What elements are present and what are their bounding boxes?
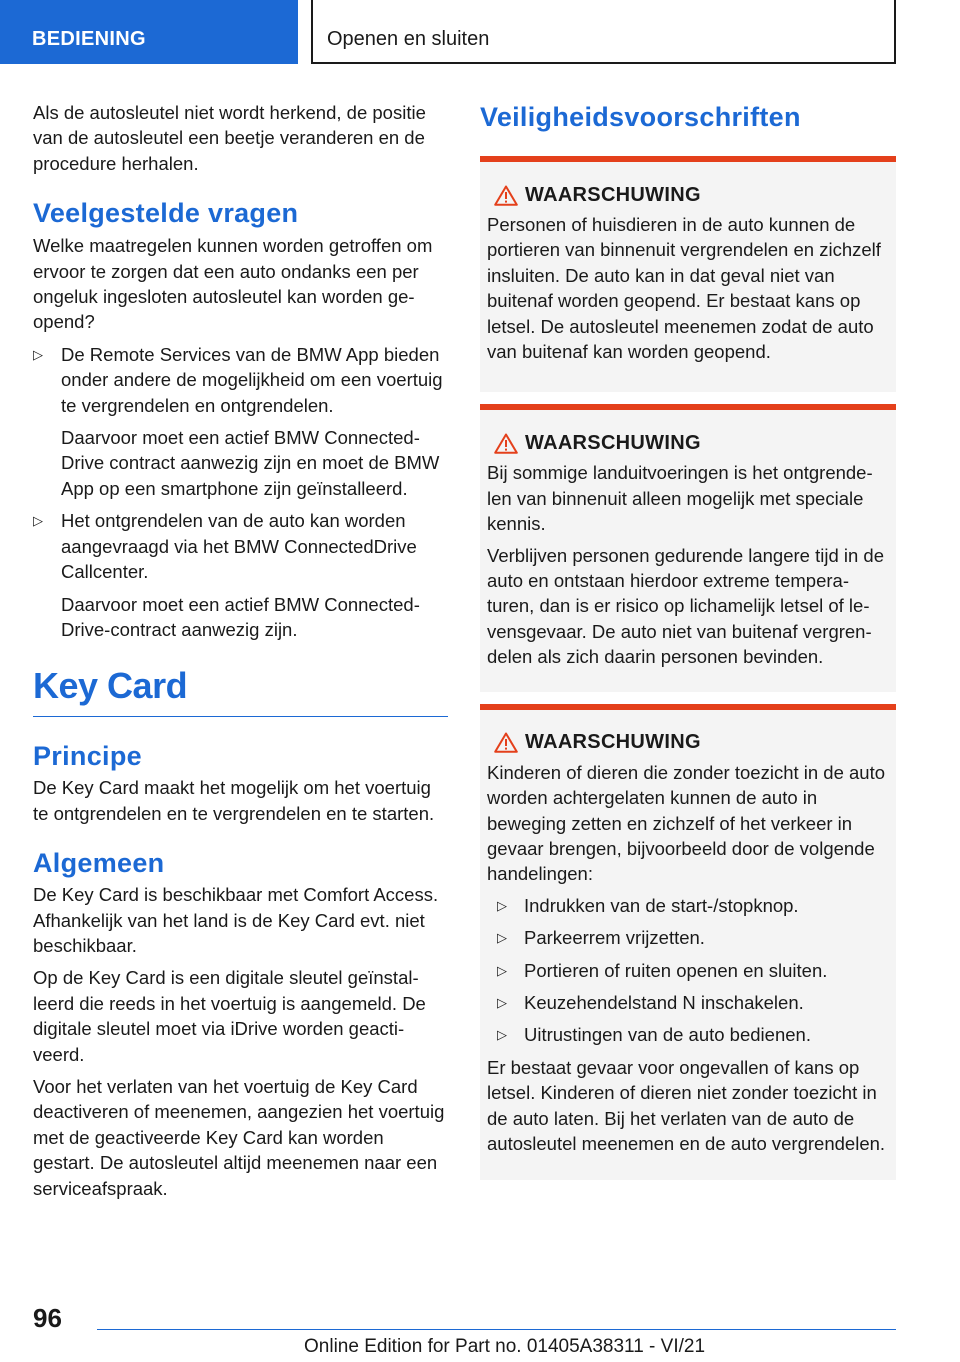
algemeen-paragraph-2: Op de Key Card is een digitale sleutel geïnstalleerd die reeds in het voertuig is aangemeld. De digitale sleutel moet via iDrive worden geactiveerd. bbox=[33, 967, 426, 1065]
list-item-text: Indrukken van de start-/stopknop. bbox=[524, 894, 799, 916]
list-item bbox=[33, 508, 448, 642]
triangle-right-icon: ▷ bbox=[497, 962, 507, 978]
algemeen-paragraph-3: Voor het verlaten van het voertuig de Key Card deactiveren of meenemen, aangezien het voertuig met de geactiveerde Key Card kan worden gestart. De autosleutel altijd meenemen naar een serviceafspraak. bbox=[33, 1075, 445, 1199]
principe-heading: Principe bbox=[33, 741, 142, 772]
footer-edition: Online Edition for Part no. 01405A38311 - VI/21 bbox=[304, 1336, 706, 1357]
list-item-text: Het ontgrendelen van de auto kan worden aangevraagd via het BMW ConnectedDrive Callcenter. bbox=[61, 510, 417, 583]
triangle-right-icon: ▷ bbox=[497, 897, 507, 913]
warning-text: Bij sommige landuitvoeringen is het ontgrendelen van binnenuit alleen mogelijk met speciale kennis. bbox=[487, 462, 873, 535]
intro-paragraph: Als de autosleutel niet wordt herkend, de positie van de autosleutel een beetje veranderen en de procedure herhalen. bbox=[33, 102, 426, 174]
keycard-heading: Key Card bbox=[33, 664, 448, 717]
chapter-tab bbox=[311, 0, 896, 64]
section-title: BEDIENING bbox=[32, 28, 146, 50]
warning-triangle-icon bbox=[487, 185, 525, 206]
warning-text: Personen of huisdieren in de auto kunnen de portieren van binnenuit vergrendelen en zichzelf insluiten. De auto kan in dat geval niet van buitenaf worden geopend. Er bestaat kans op letsel. De autosleutel meenemen zodat de auto van buitenaf kan worden geopend. bbox=[487, 214, 881, 363]
warning-box bbox=[480, 156, 896, 392]
left-column bbox=[33, 100, 448, 1208]
list-item bbox=[33, 342, 448, 501]
list-item bbox=[497, 958, 888, 983]
warning-box bbox=[480, 704, 896, 1181]
warning-header bbox=[487, 180, 888, 210]
triangle-right-icon: ▷ bbox=[33, 346, 43, 362]
principe-text: De Key Card maakt het mogelijk om het voertuig te ontgrendelen en te vergrendelen en te starten. bbox=[33, 777, 435, 824]
list-item-text: Keuzehendelstand N inschakelen. bbox=[524, 991, 804, 1013]
algemeen-paragraph-1: De Key Card is beschikbaar met Comfort Access. Afhankelijk van het land is de Key Card evt. niet beschikbaar. bbox=[33, 884, 439, 956]
warning-title: WAARSCHUWING bbox=[525, 731, 701, 754]
list-item-text: De Remote Services van de BMW App bieden onder andere de mogelijkheid om een voertuig te vergrendelen en ontgrendelen. bbox=[61, 343, 443, 416]
warning-list bbox=[497, 893, 888, 1048]
list-item-text: Portieren of ruiten openen en sluiten. bbox=[524, 959, 828, 981]
warning-header bbox=[487, 728, 888, 758]
chapter-title: Openen en sluiten bbox=[327, 28, 490, 50]
faq-heading: Veelgestelde vragen bbox=[33, 198, 299, 229]
section-tab bbox=[0, 0, 298, 64]
list-item-text: Uitrustingen van de auto bedienen. bbox=[524, 1024, 811, 1046]
triangle-right-icon: ▷ bbox=[497, 930, 507, 946]
warning-triangle-icon bbox=[487, 732, 525, 753]
footer-divider bbox=[97, 1329, 896, 1330]
list-item-text: Parkeerrem vrijzetten. bbox=[524, 927, 705, 949]
list-item-subtext: Daarvoor moet een actief BMW ConnectedDrive-contract aanwezig zijn. bbox=[61, 593, 420, 640]
page-number: 96 bbox=[33, 1303, 62, 1333]
warning-text: Er bestaat gevaar voor ongevallen of kans op letsel. Kinderen of dieren niet zonder toezicht in de auto laten. Bij het verlaten van de auto de autosleutel meenemen en de auto vergrendelen. bbox=[487, 1056, 886, 1154]
list-item-subtext: Daarvoor moet een actief BMW ConnectedDrive contract aanwezig zijn en moet de BMW App op een smartphone zijn geïnstalleerd. bbox=[61, 427, 440, 499]
warning-title: WAARSCHUWING bbox=[525, 183, 701, 206]
warning-text: Verblijven personen gedurende langere tijd in de auto en ontstaan hierdoor extreme temperaturen, dan is er risico op lichamelijk letsel of levensgevaar. De auto niet van buitenaf vergrendelen als zich daarin personen bevinden. bbox=[487, 544, 885, 668]
right-column bbox=[480, 100, 896, 1180]
faq-question: Welke maatregelen kunnen worden getroffen om ervoor te zorgen dat een auto ondanks een per ongeluk ingesloten autosleutel kan worden geopend? bbox=[33, 235, 433, 333]
triangle-right-icon: ▷ bbox=[497, 1027, 507, 1043]
triangle-right-icon: ▷ bbox=[33, 513, 43, 529]
list-item bbox=[497, 990, 888, 1015]
safety-heading: Veiligheidsvoorschriften bbox=[480, 102, 801, 132]
list-item bbox=[497, 893, 888, 918]
warning-title: WAARSCHUWING bbox=[525, 431, 701, 454]
warning-triangle-icon bbox=[487, 433, 525, 454]
list-item bbox=[497, 925, 888, 950]
warning-text: Kinderen of dieren die zonder toezicht in de auto worden achtergelaten kunnen de auto in beweging zetten en zichzelf of het verkeer in gevaar brengen, bijvoorbeeld door de volgende handelingen: bbox=[487, 761, 886, 885]
warning-header bbox=[487, 428, 888, 458]
faq-list bbox=[33, 342, 448, 642]
algemeen-heading: Algemeen bbox=[33, 848, 165, 879]
warning-box bbox=[480, 404, 896, 691]
triangle-right-icon: ▷ bbox=[497, 994, 507, 1010]
list-item bbox=[497, 1022, 888, 1047]
